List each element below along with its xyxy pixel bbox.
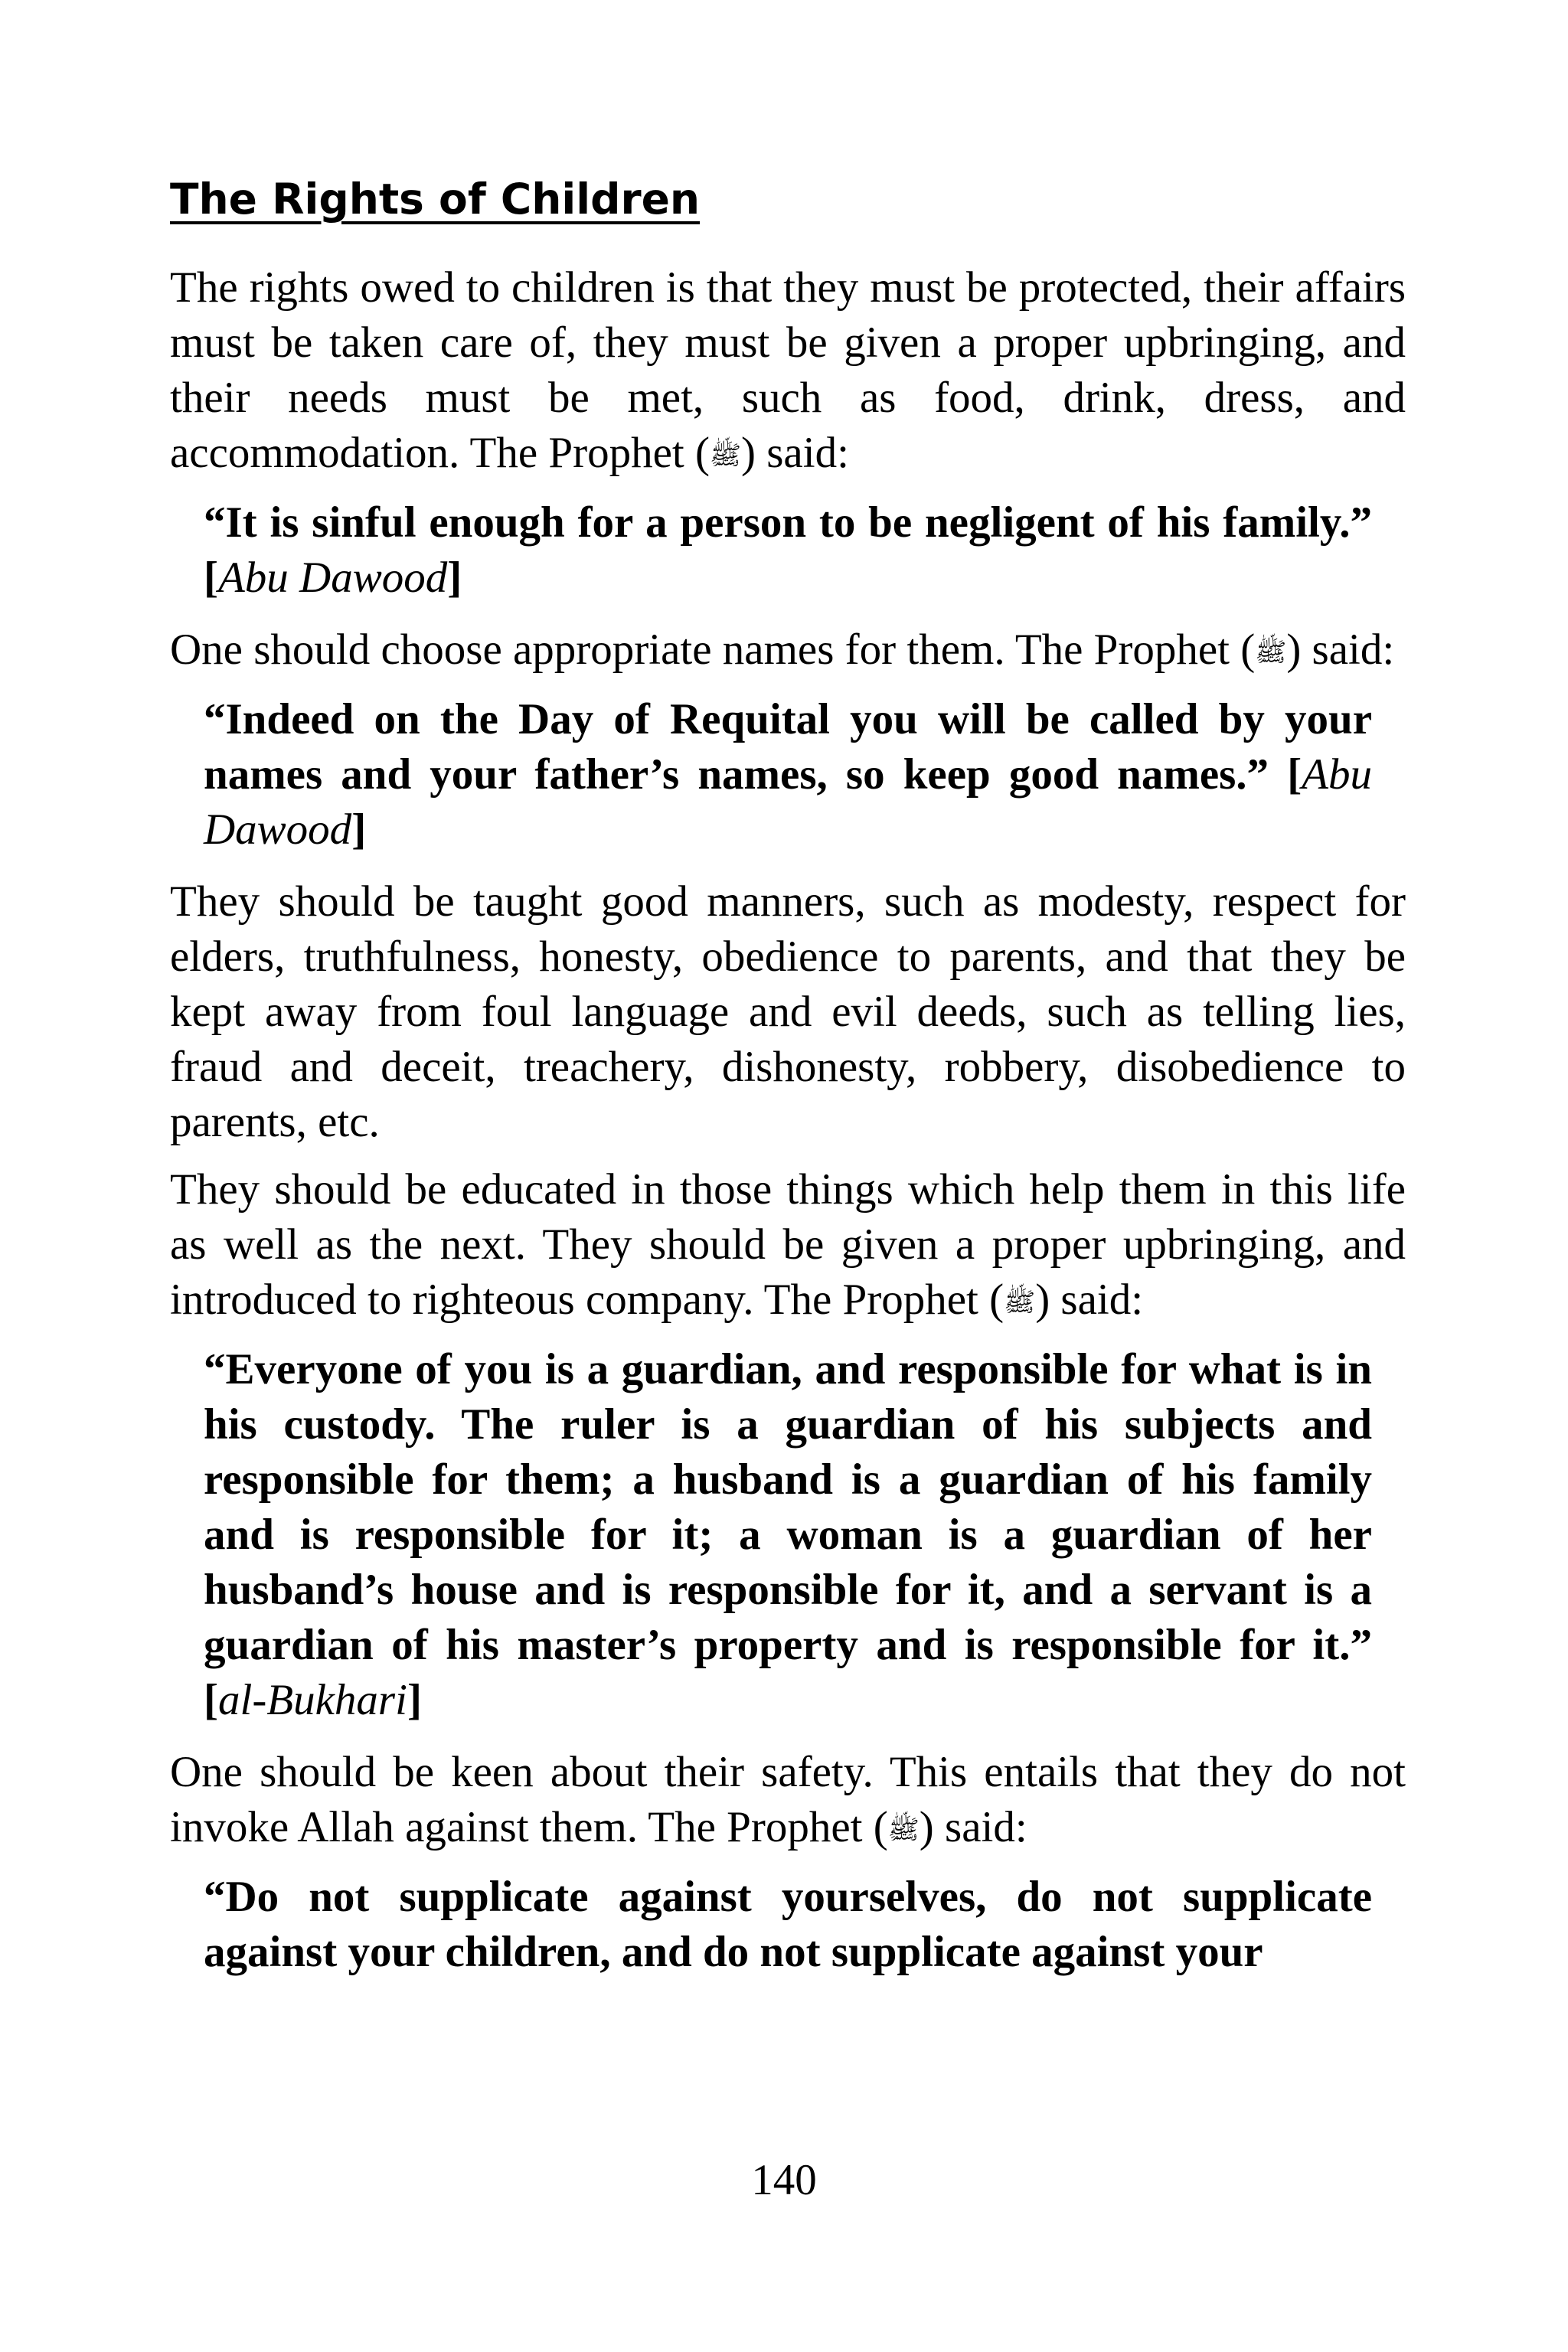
hadith-quote-guardian <box>204 1342 1372 1728</box>
section-heading: The Rights of Children <box>170 175 701 224</box>
paragraph-text: The rights owed to children is that they must be protected, their affairs must be taken care of, they must be given a proper upbringing, and their needs must be met, such as food, drink, dress, and accommodation. The Prophet ( <box>170 263 1406 477</box>
quote-text: “Everyone of you is a guardian, and responsible for what is in his custody. The ruler is a guardian of his subjects and responsible for them; a husband is a guardian of his family and is responsible for it; a woman is a guardian of her husband’s house and is responsible for it, and a servant is a guardian of his master’s property and is responsible for it.” <box>204 1345 1372 1669</box>
paragraph-text-end: ) said: <box>741 429 849 477</box>
quote-text: “Do not supplicate against yourselves, do not supplicate against your children, and do not supplicate against your <box>204 1873 1372 1976</box>
salutation-symbol: ﷺ <box>1004 1287 1036 1318</box>
reference-bracket-open: [ <box>204 554 218 602</box>
page-content <box>170 168 1406 1997</box>
salutation-symbol: ﷺ <box>1255 637 1287 668</box>
reference-source: Abu Dawood <box>217 554 448 602</box>
reference-source: al-Bukhari <box>217 1676 407 1724</box>
reference-bracket-open: [ <box>1287 750 1302 799</box>
hadith-quote-names <box>204 692 1372 858</box>
salutation-symbol: ﷺ <box>887 1815 920 1845</box>
quote-text: “It is sinful enough for a person to be negligent of his family.” <box>204 498 1372 547</box>
page-number: 140 <box>751 2156 817 2204</box>
paragraph-children-rights <box>170 260 1406 483</box>
reference-source: Abu Dawood <box>204 750 1372 854</box>
hadith-quote-negligence <box>204 495 1372 606</box>
paragraph-education <box>170 1162 1406 1330</box>
salutation-symbol: ﷺ <box>709 440 742 471</box>
paragraph-text-end: ) said: <box>1286 626 1395 674</box>
quote-text: “Indeed on the Day of Requital you will be called by your names and your father’s names, so keep good names.” <box>204 695 1372 799</box>
paragraph-text-end: ) said: <box>919 1803 1027 1851</box>
paragraph-names <box>170 622 1406 680</box>
reference-bracket-close: ] <box>407 1676 422 1724</box>
paragraph-text: They should be educated in those things which help them in this life as well as the next. They should be given a proper upbringing, and introduced to righteous company. The Prophet ( <box>170 1165 1406 1324</box>
reference-bracket-open: [ <box>204 1676 218 1724</box>
paragraph-manners: They should be taught good manners, such as modesty, respect for elders, truthfulness, honesty, obedience to parents, and that they be kept away from foul language and evil deeds, such as telling lies, fraud and deceit, treachery, dishonesty, robbery, disobedience to parents, etc. <box>170 877 1406 1146</box>
paragraph-safety <box>170 1745 1406 1857</box>
paragraph-text: One should choose appropriate names for them. The Prophet ( <box>170 626 1256 674</box>
hadith-quote-supplicate <box>204 1870 1372 1980</box>
reference-bracket-close: ] <box>351 805 367 854</box>
paragraph-text: One should be keen about their safety. This entails that they do not invoke Allah against them. The Prophet ( <box>170 1748 1406 1851</box>
reference-bracket-close: ] <box>447 554 462 602</box>
paragraph-text-end: ) said: <box>1035 1276 1144 1324</box>
